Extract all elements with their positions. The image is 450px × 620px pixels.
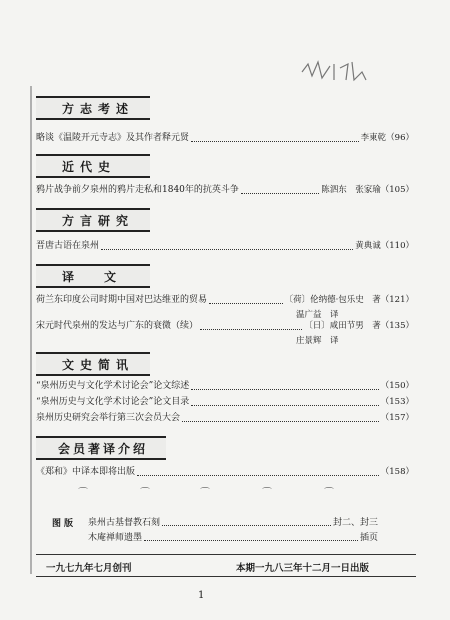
section-header-wenshi bbox=[36, 352, 150, 376]
entry-page: （121） bbox=[380, 295, 414, 305]
entry-page: （157） bbox=[380, 413, 414, 423]
footer-rule bbox=[36, 554, 416, 555]
entry-title: “泉州历史与文化学术讨论会”论文综述 bbox=[36, 381, 190, 391]
footer-founded: 一九七九年七月创刊 bbox=[46, 563, 132, 574]
divider-ornament: ⌒ bbox=[262, 488, 272, 499]
page-number: 1 bbox=[198, 590, 205, 601]
toc-entry bbox=[36, 466, 414, 478]
entry-author: 〔日〕咸田节男 著 bbox=[304, 321, 381, 331]
entry-title: 略谈《温陵开元寺志》及其作者释元贤 bbox=[36, 133, 190, 143]
toc-entry bbox=[36, 132, 414, 144]
section-header-yiwen bbox=[36, 264, 150, 288]
toc-entry bbox=[36, 184, 414, 196]
section-title: 方言研究 bbox=[62, 213, 135, 228]
scan-smudge-mark bbox=[300, 58, 370, 84]
section-header-huiyuan bbox=[36, 436, 166, 460]
entry-page: （110） bbox=[380, 241, 414, 251]
binding-margin-line bbox=[30, 86, 32, 574]
entry-translator: 温广益 译 bbox=[296, 310, 339, 320]
entry-title: 泉州历史研究会举行第三次会员大会 bbox=[36, 413, 181, 423]
entry-page: （96） bbox=[386, 133, 414, 143]
section-title: 方志考述 bbox=[62, 101, 135, 116]
section-title: 会员著译介绍 bbox=[58, 441, 149, 456]
leader-dots bbox=[191, 405, 379, 406]
entry-title: “泉州历史与文化学术讨论会”论文目录 bbox=[36, 397, 190, 407]
entry-title: 晋唐古语在泉州 bbox=[36, 241, 100, 251]
section-header-fangzhi bbox=[36, 96, 150, 120]
entry-translator: 庄景辉 译 bbox=[296, 336, 339, 346]
plate-page: 插页 bbox=[359, 533, 378, 543]
entry-page: （158） bbox=[380, 467, 414, 477]
footer-rule bbox=[36, 576, 416, 577]
plates-label: 图版 bbox=[52, 519, 77, 529]
entry-title: 《郑和》中译本即将出版 bbox=[36, 467, 136, 477]
entry-page: （150） bbox=[380, 381, 414, 391]
plate-item bbox=[88, 515, 378, 528]
plate-item bbox=[88, 530, 378, 543]
leader-dots bbox=[200, 329, 302, 330]
leader-dots bbox=[162, 525, 331, 526]
leader-dots bbox=[191, 389, 379, 390]
leader-dots bbox=[182, 421, 379, 422]
section-title: 近代史 bbox=[62, 159, 117, 174]
toc-entry bbox=[36, 412, 414, 424]
footer-issue-date: 本期一九八三年十二月一日出版 bbox=[236, 563, 370, 574]
divider-ornament: ⌒ bbox=[324, 488, 334, 499]
section-header-fangyan bbox=[36, 208, 150, 232]
leader-dots bbox=[101, 249, 353, 250]
divider-ornament: ⌒ bbox=[78, 488, 88, 499]
toc-entry bbox=[36, 396, 414, 408]
entry-title: 荷兰东印度公司时期中国对巴达维亚的贸易 bbox=[36, 295, 208, 305]
leader-dots bbox=[191, 141, 359, 142]
leader-dots bbox=[144, 540, 358, 541]
plate-title: 木庵禅师遗墨 bbox=[88, 533, 143, 543]
plate-title: 泉州古基督教石刻 bbox=[88, 518, 161, 528]
entry-page: （153） bbox=[380, 397, 414, 407]
section-header-jindaishi bbox=[36, 154, 150, 178]
divider-ornament: ⌒ bbox=[200, 488, 210, 499]
leader-dots bbox=[137, 475, 379, 476]
entry-title: 宋元时代泉州的发达与广东的衰微（续） bbox=[36, 321, 199, 331]
entry-title: 鸦片战争前夕泉州的鸦片走私和1840年的抗英斗争 bbox=[36, 185, 239, 195]
entry-page: （105） bbox=[380, 185, 414, 195]
entry-author: 李東乾 bbox=[360, 133, 387, 143]
entry-author: 〔荷〕伦纳德·包乐史 著 bbox=[284, 295, 381, 305]
leader-dots bbox=[209, 303, 283, 304]
entry-page: （135） bbox=[380, 321, 414, 331]
toc-entry bbox=[36, 294, 414, 306]
entry-author: 陈泗东 张家瑜 bbox=[321, 185, 381, 195]
toc-entry bbox=[36, 380, 414, 392]
toc-entry bbox=[36, 320, 414, 332]
section-title: 译文 bbox=[62, 269, 147, 284]
divider-ornament: ⌒ bbox=[140, 488, 150, 499]
toc-entry bbox=[36, 240, 414, 252]
entry-author: 黄典诚 bbox=[355, 241, 381, 251]
leader-dots bbox=[241, 193, 319, 194]
section-title: 文史简讯 bbox=[62, 357, 135, 372]
plate-page: 封二、封三 bbox=[332, 518, 378, 528]
